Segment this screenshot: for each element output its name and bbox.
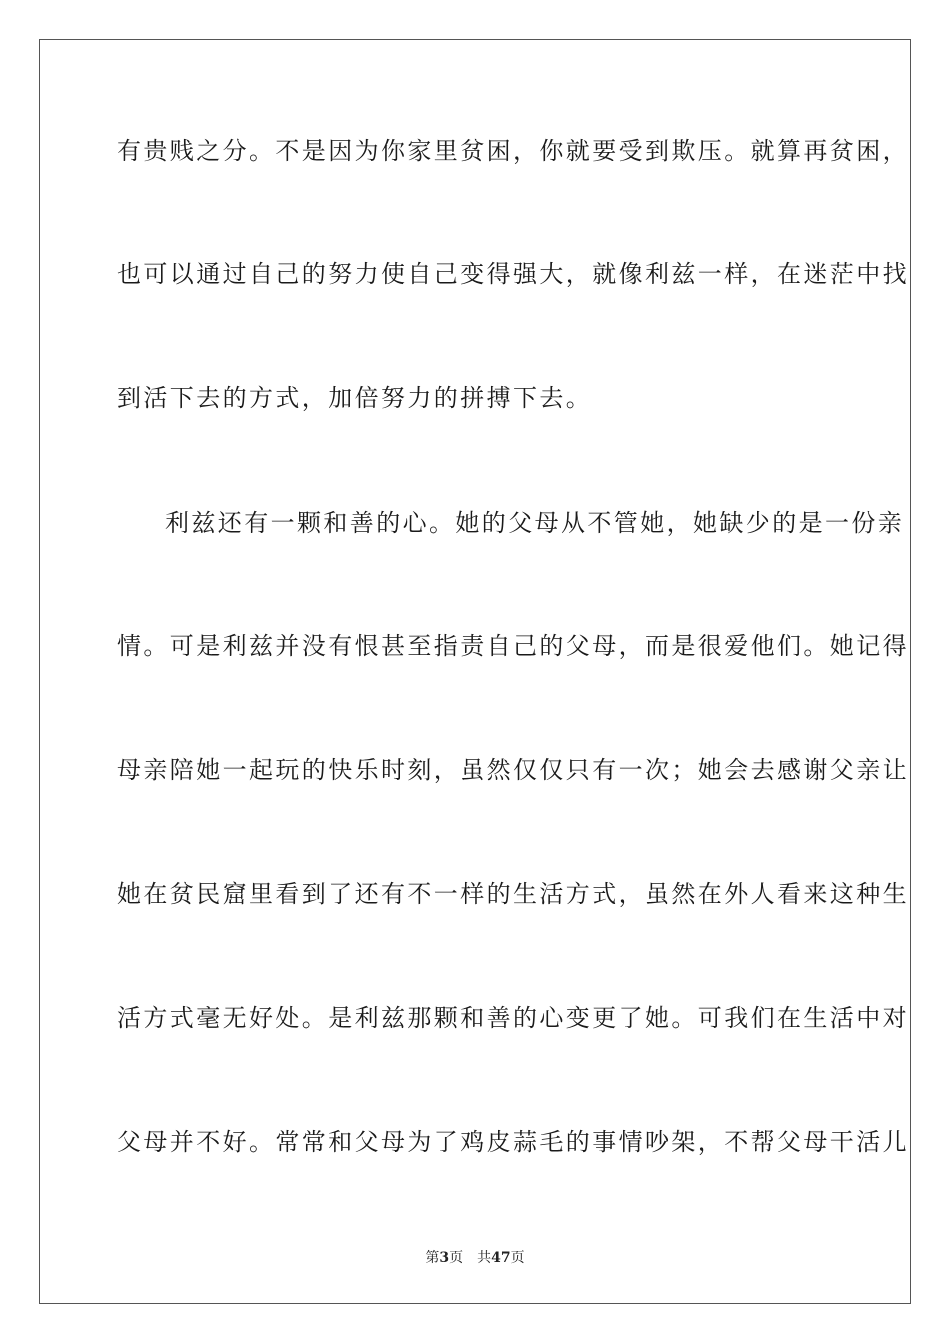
text-line-5: 情。可是利兹并没有恨甚至指责自己的父母，而是很爱他们。她记得 — [117, 632, 909, 660]
page-footer — [0, 1249, 950, 1267]
text-line-3: 到活下去的方式，加倍努力的拼搏下去。 — [117, 384, 593, 412]
paragraph-start-line: 利兹还有一颗和善的心。她的父母从不管她，她缺少的是一份亲 — [165, 509, 905, 537]
total-pages: 47 — [491, 1250, 511, 1266]
page-border — [39, 39, 911, 1304]
page-suffix: 页 — [449, 1250, 464, 1266]
page-prefix: 第 — [425, 1250, 440, 1266]
text-line-1: 有贵贱之分。不是因为你家里贫困，你就要受到欺压。就算再贫困， — [117, 137, 909, 165]
total-suffix: 页 — [510, 1250, 525, 1266]
page-number: 3 — [439, 1250, 450, 1266]
text-line-7: 她在贫民窟里看到了还有不一样的生活方式，虽然在外人看来这种生 — [117, 880, 909, 908]
text-line-2: 也可以通过自己的努力使自己变得强大，就像利兹一样，在迷茫中找 — [117, 260, 909, 288]
text-line-9: 父母并不好。常常和父母为了鸡皮蒜毛的事情吵架，不帮父母干活儿 — [117, 1128, 909, 1156]
text-line-8: 活方式毫无好处。是利兹那颗和善的心变更了她。可我们在生活中对 — [117, 1004, 909, 1032]
text-line-6: 母亲陪她一起玩的快乐时刻，虽然仅仅只有一次；她会去感谢父亲让 — [117, 756, 909, 784]
total-prefix: 共 — [477, 1250, 492, 1266]
